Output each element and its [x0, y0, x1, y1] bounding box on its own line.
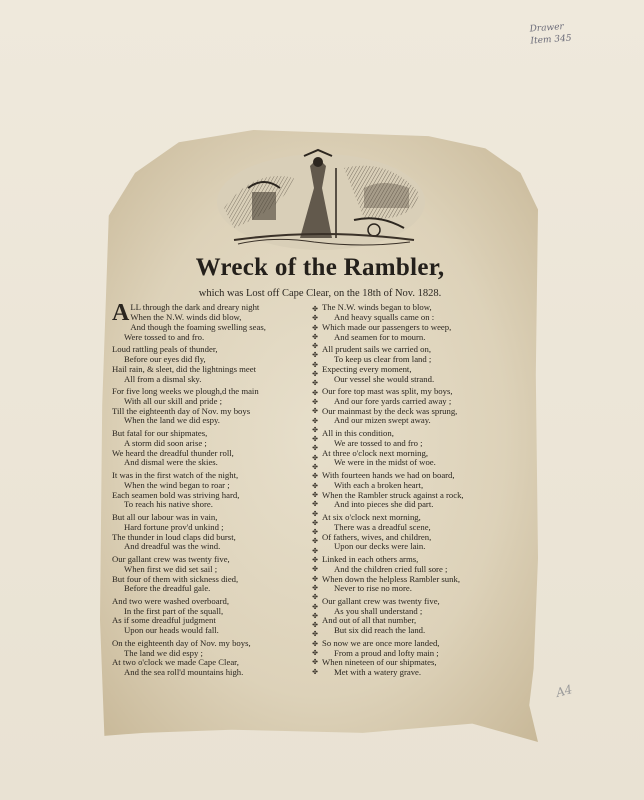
verse-line-text: Before the dreadful gale. [124, 583, 211, 594]
verse-line-text: We were in the midst of woe. [334, 457, 436, 468]
verse-line-text: So now we are once more landed, [322, 637, 440, 648]
verse-line-text: It was in the first watch of the night, [112, 469, 239, 480]
verse-line-text: When down the helpless Rambler sunk, [322, 573, 461, 584]
verse-line-text: LL through the dark and dreary night [130, 302, 260, 312]
divider-ornament-glyph: ✤ [312, 425, 318, 434]
left-verse-column [112, 300, 308, 681]
verse-stanza [112, 597, 308, 636]
verse-line-text: Our gallant crew was twenty five, [322, 595, 440, 606]
verse-stanza [322, 639, 518, 678]
verse-line-text: When first we did set sail ; [124, 563, 218, 574]
verse-line-text: But six did reach the land. [334, 625, 426, 636]
verse-line-text: Each seamen bold was striving hard, [112, 489, 240, 500]
divider-ornament-glyph: ✤ [312, 583, 318, 592]
verse-line-text: With all our skill and pride ; [124, 395, 223, 406]
verse-stanza [322, 513, 518, 552]
broadside-subtitle: which was Lost off Cape Clear, on the 18th of Nov. 1828. [198, 288, 442, 299]
divider-ornament-glyph: ✤ [312, 397, 318, 406]
verse-line [322, 626, 518, 636]
divider-ornament-glyph: ✤ [312, 351, 318, 360]
divider-ornament-glyph: ✤ [312, 407, 318, 416]
verse-line-text: And dreadful was the wind. [124, 541, 221, 552]
verse-line-text: With fourteen hands we had on board, [322, 469, 455, 480]
verse-line-text: Linked in each others arms, [322, 553, 419, 564]
verse-line-text: At three o'clock next morning, [322, 447, 429, 458]
archival-note-line: Drawer [529, 22, 565, 35]
verse-line-text: When the Rambler struck against a rock, [322, 489, 464, 500]
verse-line [112, 458, 308, 468]
divider-ornament-glyph: ✤ [312, 388, 318, 397]
broadside-title: Wreck of the Rambler, [195, 254, 445, 281]
verse-stanza [322, 345, 518, 384]
archival-note-line: Item 345 [530, 33, 572, 47]
verse-stanza [112, 300, 308, 342]
divider-ornament-glyph: ✤ [312, 305, 318, 313]
verse-line-text: Expecting every moment, [322, 363, 412, 374]
verse-line [322, 542, 518, 552]
verse-line-text: Our mainmast by the deck was sprung, [322, 405, 458, 416]
verse-line-text: To keep us clear from land ; [334, 353, 432, 364]
divider-ornament-glyph: ✤ [312, 379, 318, 388]
verse-line-text: Till the eighteenth day of Nov. my boys [112, 405, 251, 416]
verse-line-text: And out of all that number, [322, 615, 417, 626]
verse-stanza [322, 471, 518, 510]
divider-ornament-glyph: ✤ [312, 332, 318, 341]
divider-ornament-glyph: ✤ [312, 565, 318, 574]
verse-line-text: We heard the dreadful thunder roll, [112, 447, 234, 458]
verse-line-text: We are tossed to and fro ; [334, 437, 423, 448]
verse-line-text: The thunder in loud claps did burst, [112, 531, 236, 542]
verse-line-text: From a proud and lofty main ; [334, 647, 439, 658]
verse-stanza [112, 555, 308, 594]
verse-line-text: As if some dreadful judgment [112, 615, 216, 626]
divider-ornament-glyph: ✤ [312, 342, 318, 351]
verse-line [322, 500, 518, 510]
verse-line-text: When the land we did espy. [124, 415, 220, 426]
divider-ornament-glyph: ✤ [312, 463, 318, 472]
divider-ornament-glyph: ✤ [312, 323, 318, 332]
divider-ornament-glyph: ✤ [312, 444, 318, 453]
divider-ornament-glyph: ✤ [312, 360, 318, 369]
divider-ornament-glyph: ✤ [312, 453, 318, 462]
divider-ornament-glyph: ✤ [312, 416, 318, 425]
verse-line [112, 626, 308, 636]
verse-stanza [112, 345, 308, 384]
pencil-mark: A4 [554, 682, 574, 700]
divider-ornament-glyph: ✤ [312, 667, 318, 676]
verse-line-text: And into pieces she did part. [334, 499, 434, 510]
verse-line [322, 458, 518, 468]
divider-ornament-glyph: ✤ [312, 481, 318, 490]
divider-ornament-glyph: ✤ [312, 537, 318, 546]
verse-line-text: The N.W. winds began to blow, [322, 302, 432, 312]
verse-stanza [112, 387, 308, 426]
verse-line [112, 500, 308, 510]
verse-line-text: At two o'clock we made Cape Clear, [112, 657, 239, 668]
divider-ornament-glyph: ✤ [312, 509, 318, 518]
divider-ornament-glyph: ✤ [312, 593, 318, 602]
verse-line-text: All from a dismal sky. [124, 373, 202, 384]
verse-line [112, 333, 308, 343]
verse-line-text: Never to rise no more. [334, 583, 412, 594]
verse-stanza [112, 639, 308, 678]
divider-ornament-glyph: ✤ [312, 370, 318, 379]
verse-line-text: When the wind began to roar ; [124, 479, 230, 490]
divider-ornament-glyph: ✤ [312, 490, 318, 499]
woodcut-vignette-image [214, 148, 428, 252]
verse-line-text: Upon our decks were lain. [334, 541, 426, 552]
verse-line [322, 375, 518, 385]
verse-line-text: And heavy squalls came on : [334, 311, 435, 322]
verse-line [112, 668, 308, 678]
verse-line-text: As you shall understand ; [334, 605, 423, 616]
verse-line-text: And the sea roll'd mountains high. [124, 667, 244, 678]
divider-ornament-glyph: ✤ [312, 518, 318, 527]
verse-stanza [322, 555, 518, 594]
verse-line-text: When the N.W. winds did blow, [130, 311, 242, 322]
verse-line-text: And dismal were the skies. [124, 457, 218, 468]
divider-ornament-glyph: ✤ [312, 621, 318, 630]
verse-line-text: In the first part of the squall, [124, 605, 224, 616]
verse-line [112, 542, 308, 552]
verse-stanza [112, 471, 308, 510]
verse-line-text: Met with a watery grave. [334, 667, 422, 678]
verse-line-text: And seamen for to mourn. [334, 331, 426, 342]
verse-line-text: Were tossed to and fro. [124, 331, 205, 342]
verse-line-text: Our gallant crew was twenty five, [112, 553, 230, 564]
verse-line [112, 416, 308, 426]
divider-ornament-glyph: ✤ [312, 602, 318, 611]
verse-line-text: With each a broken heart, [334, 479, 424, 490]
verse-line-text: And our mizen swept away. [334, 415, 431, 426]
verse-stanza [322, 429, 518, 468]
verse-line [322, 668, 518, 678]
verse-stanza [112, 513, 308, 552]
verse-line-text: And the children cried full sore ; [334, 563, 448, 574]
verse-line-text: Upon our heads would fall. [124, 625, 219, 636]
divider-ornament-glyph: ✤ [312, 472, 318, 481]
verse-line-text: On the eighteenth day of Nov. my boys, [112, 637, 251, 648]
divider-ornament-glyph: ✤ [312, 658, 318, 667]
verse-line-text: The land we did espy ; [124, 647, 203, 658]
verse-line [322, 584, 518, 594]
divider-ornament-glyph: ✤ [312, 639, 318, 648]
verse-line-text: At six o'clock next morning, [322, 511, 421, 522]
verse-line-text: And though the foaming swelling seas, [130, 321, 266, 332]
divider-ornament-glyph: ✤ [312, 546, 318, 555]
verse-line-text: There was a dreadful scene, [334, 521, 431, 532]
verse-line-text: When nineteen of our shipmates, [322, 657, 437, 668]
divider-ornament-glyph: ✤ [312, 648, 318, 657]
verse-stanza [322, 303, 518, 342]
divider-ornament-glyph: ✤ [312, 611, 318, 620]
divider-ornament-glyph: ✤ [312, 314, 318, 323]
divider-ornament-glyph: ✤ [312, 574, 318, 583]
verse-line-text: Which made our passengers to weep, [322, 321, 452, 332]
divider-ornament-glyph: ✤ [312, 556, 318, 565]
verse-stanza [322, 387, 518, 426]
right-verse-column [322, 303, 518, 681]
verse-line-text: Before our eyes did fly, [124, 353, 206, 364]
verse-line-text: Hard fortune prov'd unkind ; [124, 521, 224, 532]
verse-line-text: Our fore top mast was split, my boys, [322, 385, 453, 396]
verse-line [322, 333, 518, 343]
verse-line [112, 584, 308, 594]
verse-line [322, 416, 518, 426]
divider-ornament-glyph: ✤ [312, 500, 318, 509]
verse-line-text: All prudent sails we carried on, [322, 343, 432, 354]
verse-line-text: And our fore yards carried away ; [334, 395, 452, 406]
verse-line-text: Of fathers, wives, and children, [322, 531, 432, 542]
column-divider-ornament [311, 305, 319, 677]
divider-ornament-glyph: ✤ [312, 630, 318, 639]
verse-line-text: To reach his native shore. [124, 499, 213, 510]
drop-cap: A [112, 300, 130, 326]
verse-line-text: Our vessel she would strand. [334, 373, 435, 384]
verse-line-text: A storm did soon arise ; [124, 437, 207, 448]
verse-line-text: Loud rattling peals of thunder, [112, 343, 218, 354]
divider-ornament-glyph: ✤ [312, 435, 318, 444]
verse-line-text: But fatal for our shipmates, [112, 427, 208, 438]
verse-line-text: But four of them with sickness died, [112, 573, 239, 584]
verse-line-text: All in this condition, [322, 427, 394, 438]
verse-line [112, 375, 308, 385]
verse-stanza [322, 597, 518, 636]
divider-ornament-glyph: ✤ [312, 528, 318, 537]
verse-line-text: But all our labour was in vain, [112, 511, 218, 522]
verse-line-text: And two were washed overboard, [112, 595, 230, 606]
verse-stanza [112, 429, 308, 468]
verse-line-text: For five long weeks we plough,d the main [112, 385, 259, 396]
verse-line-text: Hail rain, & sleet, did the lightnings meet [112, 363, 257, 374]
